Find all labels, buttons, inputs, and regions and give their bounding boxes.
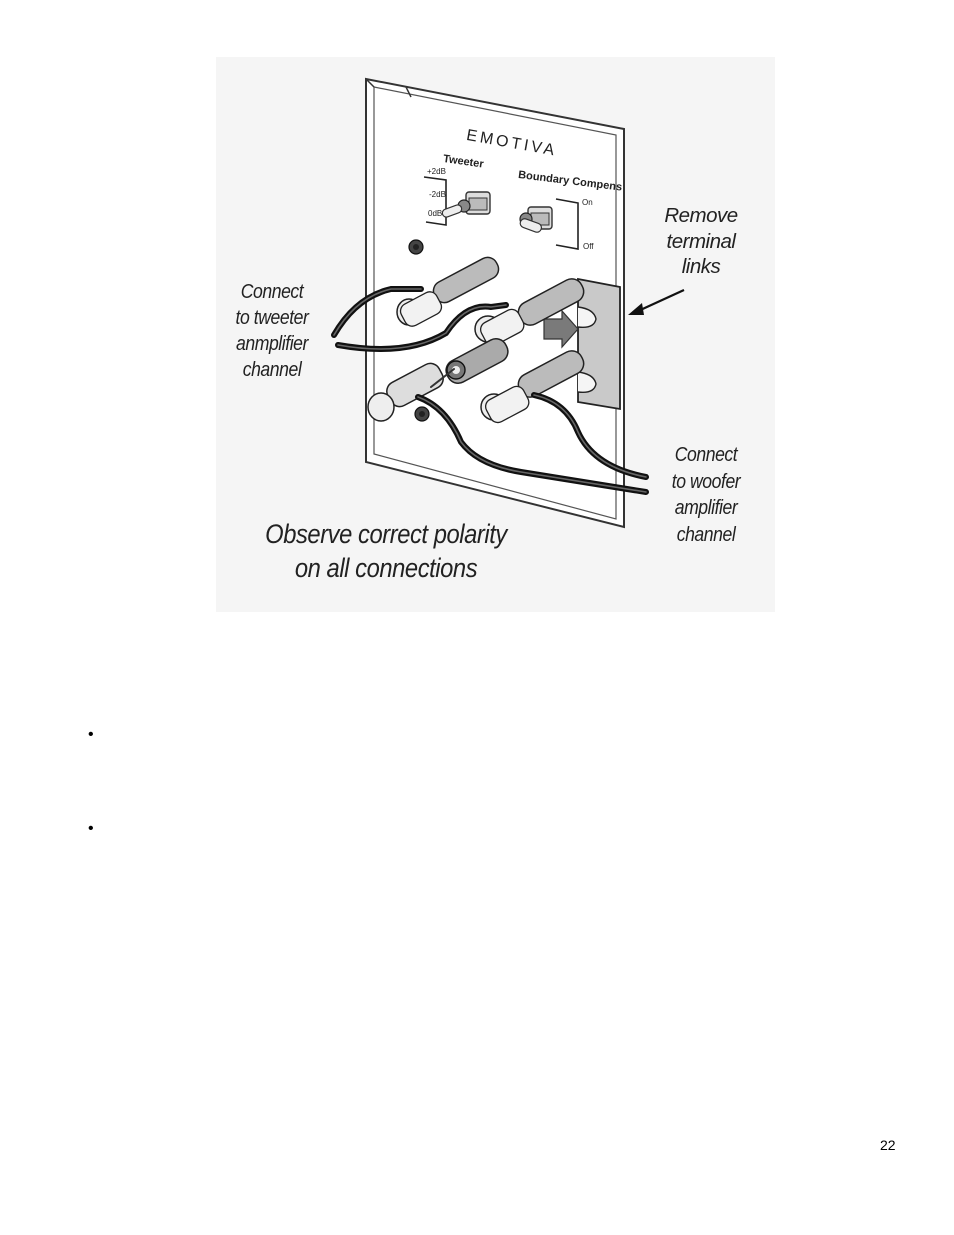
callout-woofer-amplifier: Connect to woofer amplifier channel — [671, 444, 741, 546]
callout-polarity: Observe correct polarity on all connections — [265, 519, 507, 583]
brand-logo: EMOTIVA — [465, 127, 559, 160]
callout-remove-links: Remove terminal links — [664, 204, 738, 278]
terminal-link-plate — [578, 279, 620, 409]
tweeter-position-plus2: +2dB — [427, 167, 446, 176]
bullet-marker: • — [88, 726, 94, 743]
tweeter-position-zero: 0dB — [428, 209, 443, 218]
tweeter-label: Tweeter — [442, 153, 485, 171]
tweeter-position-minus2: -2dB — [429, 190, 446, 199]
boundary-position-off: Off — [583, 242, 594, 251]
boundary-position-on: On — [582, 198, 593, 207]
speaker-terminal-diagram — [216, 57, 775, 612]
bullet-marker: • — [88, 820, 94, 837]
callout-tweeter-amplifier: Connect to tweeter anmplifier channel — [235, 281, 309, 381]
boundary-label: Boundary Compens — [517, 169, 623, 194]
page-number: 22 — [880, 1137, 896, 1153]
